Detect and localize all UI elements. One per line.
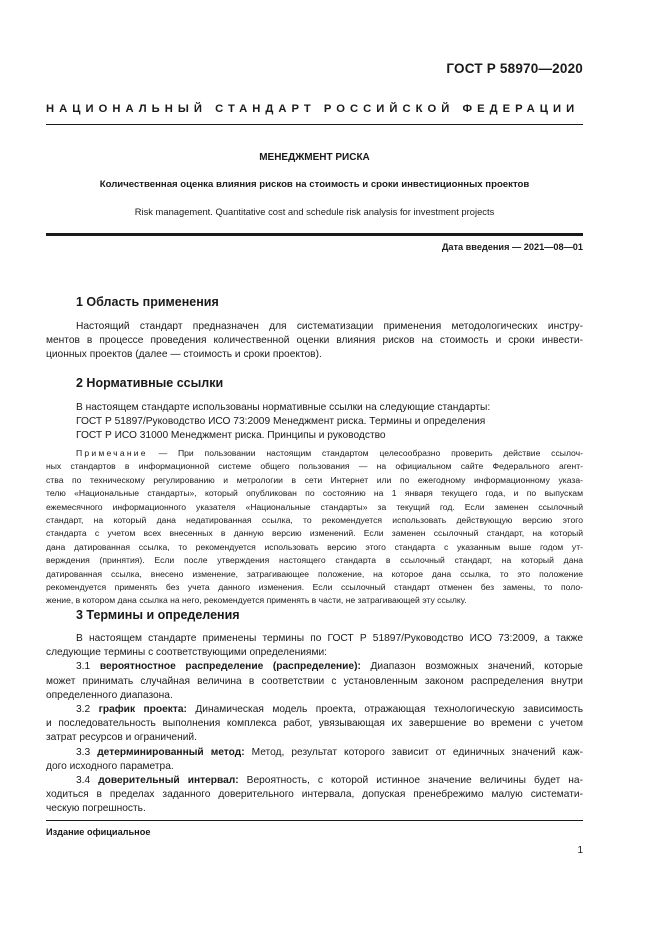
note-line: датированная ссылка, внесено изменение, затрагивающее положение, на которое дана ссылка, то это положение (46, 568, 583, 579)
introduction-date: Дата введения — 2021—08—01 (441, 242, 583, 252)
term-entry-first-line (46, 774, 583, 788)
page-number: 1 (577, 845, 583, 856)
term-definition: Диапазон возможных значений, которые (360, 661, 583, 673)
note-line: ства по техническому регулированию и метрологии в сети Интернет или по ежегодному информационному указа- (46, 474, 583, 485)
section-heading-terms: 3 Термины и определения (76, 608, 240, 622)
reference-item: ГОСТ Р 51897/Руководство ИСО 73:2009 Менеджмент риска. Термины и определения (76, 416, 486, 428)
term-name: доверительный интервал: (98, 775, 239, 787)
term-name: детерминированный метод: (97, 746, 245, 758)
term-name: график проекта: (98, 704, 187, 716)
term-number: 3.2 (76, 704, 91, 716)
document-code: ГОСТ Р 58970—2020 (446, 61, 583, 76)
term-definition-line: дого исходного параметра. (46, 760, 174, 772)
term-definition-line: ческую погрешность. (46, 803, 146, 815)
term-name: вероятностное распределение (распределение): (99, 661, 361, 673)
note-text: — При пользовании настоящим стандартом целесообразно проверить действие ссылоч- (147, 448, 583, 458)
document-title: МЕНЕДЖМЕНТ РИСКА (259, 152, 370, 163)
note-line: ежемесячного информационного указателя «Национальные стандарты» за текущий год. Если заменен ссылочный (46, 501, 583, 512)
note-line: рекомендуется применять без учета данного изменения. Если ссылочный стандарт отменен без замены, то поло- (46, 582, 583, 593)
note-line: дана датированная ссылка, то рекомендуется использовать версию этого стандарта с указанным выше годом ут- (46, 541, 583, 552)
section-references-text (46, 401, 583, 444)
note-label: Примечание (76, 448, 148, 458)
term-definition-line: может принимать случайная величина в соответствии с установленным законом распределения внутри (46, 675, 583, 687)
text-line: ментов в процессе проведения количественной оценки влияния рисков на стоимость и сроки инвести- (46, 335, 583, 347)
term-number: 3.3 (76, 746, 91, 758)
text-line: ционных проектов (далее — стоимость и сроки проектов). (46, 349, 322, 361)
national-standard-banner: НАЦИОНАЛЬНЫЙ СТАНДАРТ РОССИЙСКОЙ ФЕДЕРАЦИИ (46, 103, 580, 115)
text-line: В настоящем стандарте применены термины по ГОСТ Р 51897/Руководство ИСО 73:2009, а также (76, 633, 583, 644)
term-definition: Метод, результат которого зависит от единичных значений каж- (244, 746, 583, 758)
note-line: жение, в котором дана ссылка на него, рекомендуется применять в части, не затрагивающей эту ссылку. (46, 595, 467, 606)
reference-item: ГОСТ Р ИСО 31000 Менеджмент риска. Принципы и руководство (76, 430, 386, 442)
section-scope-text (46, 320, 583, 363)
term-entry-first-line (46, 660, 583, 674)
header-divider (46, 124, 583, 125)
note-line (46, 447, 583, 460)
term-definition: Вероятность, с которой истинное значение величины будет на- (238, 775, 583, 787)
section-heading-scope: 1 Область применения (76, 295, 219, 309)
term-number: 3.4 (76, 775, 91, 787)
official-edition-label: Издание официальное (46, 827, 151, 837)
section-heading-normative-references: 2 Нормативные ссылки (76, 376, 224, 390)
note-line: телю «Национальные стандарты», который опубликован по состоянию на 1 января текущего года, и по выпускам (46, 488, 583, 499)
text-line: В настоящем стандарте использованы нормативные ссылки на следующие стандарты: (76, 402, 491, 413)
document-title-english: Risk management. Quantitative cost and schedule risk analysis for investment projects (134, 206, 495, 217)
text-line: Настоящий стандарт предназначен для систематизации применения методологических инстру- (76, 321, 583, 332)
term-definition-line: и последовательность выполнения комплекса работ, увязывающая их завершение во времени с учетом (46, 718, 583, 730)
term-definition-line: ходиться в пределах заданного доверительного интервала, допуская пренебрежимо малую системати- (46, 789, 583, 801)
term-number: 3.1 (76, 661, 91, 673)
note-line: верждения (принятия). Если после утверждения настоящего стандарта в ссылочный стандарт, на который дана (46, 555, 583, 566)
note-line: стандарта с учетом всех внесенных в данную версию изменений. Если заменен ссылочный стандарт, на который (46, 528, 583, 539)
references-note (46, 447, 583, 608)
term-definition: Динамическая модель проекта, отражающая технологическую зависимость (186, 704, 583, 716)
term-entry-first-line (46, 746, 583, 760)
section-terms-text (46, 632, 583, 817)
term-definition-line: затрат ресурсов и ограничений. (46, 732, 197, 744)
footer-divider (46, 820, 583, 821)
term-definition-line: определенного диапазона. (46, 689, 173, 701)
text-line: следующие термины с соответствующими определениями: (46, 647, 327, 659)
title-divider (46, 233, 583, 236)
note-line: стандарт, на который дана недатированная ссылка, то рекомендуется использовать действующую версию этого (46, 515, 583, 526)
term-entry-first-line (46, 703, 583, 717)
note-line: ных стандартов в информационной системе общего пользования — на официальном сайте Федерального агент- (46, 461, 583, 472)
document-subtitle: Количественная оценка влияния рисков на стоимость и сроки инвестиционных проектов (99, 179, 530, 190)
